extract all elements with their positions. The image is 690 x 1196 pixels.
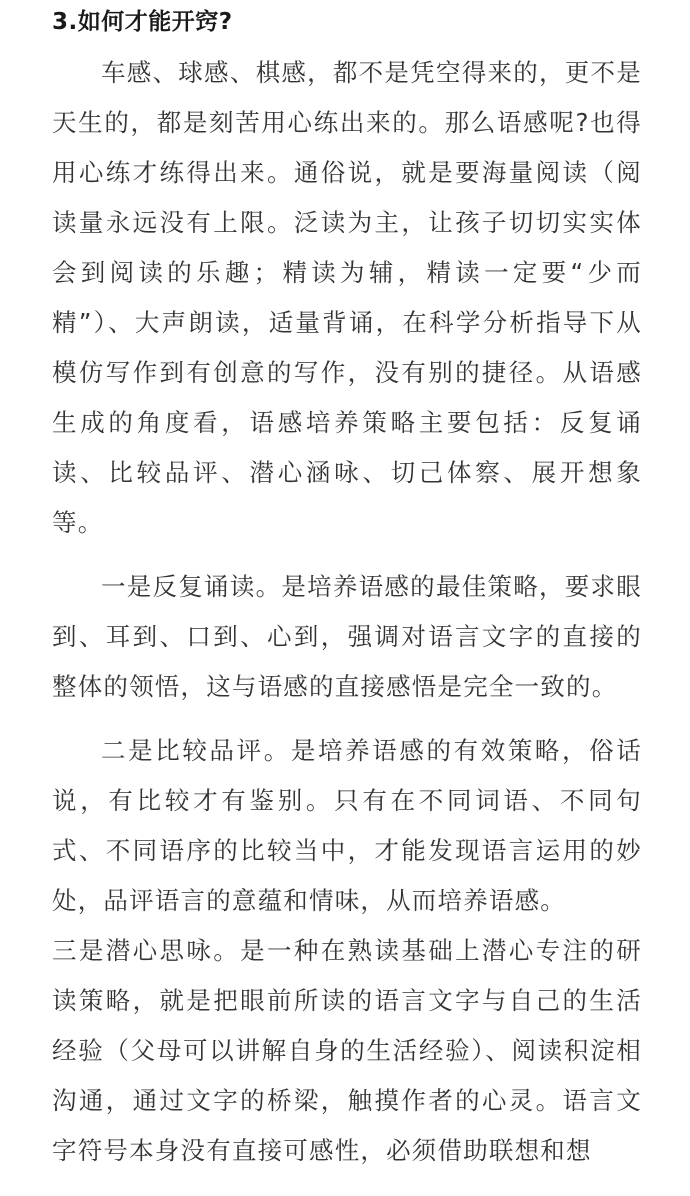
- paragraph-intro: 车感、球感、棋感，都不是凭空得来的，更不是天生的，都是刻苦用心练出来的。那么语感呢?也得用心练才练得出来。通俗说，就是要海量阅读（阅读量永远没有上限。泛读为主，让孩子切切实实体会到阅读的乐趣；精读为辅，精读一定要“少而精”）、大声朗读，适量背诵，在科学分析指导下从模仿写作到有创意的写作，没有别的捷径。从语感生成的角度看，语感培养策略主要包括：反复诵读、比较品评、潜心涵咏、切己体察、展开想象等。: [52, 58, 642, 537]
- section-heading: 3.如何才能开窍?: [52, 9, 233, 35]
- paragraph-deep-reading: 三是潜心思咏。是一种在熟读基础上潜心专注的研读策略，就是把眼前所读的语言文字与自己的生活经验（父母可以讲解自身的生活经验）、阅读积淀相沟通，通过文字的桥梁，触摸作者的心灵。语言文字符号本身没有直接可感性，必须借助联想和想: [52, 936, 642, 1165]
- article-body: [52, 0, 642, 1176]
- paragraph-comparison: 二是比较品评。是培养语感的有效策略，俗话说，有比较才有鉴别。只有在不同词语、不同句式、不同语序的比较当中，才能发现语言运用的妙处，品评语言的意蕴和情味，从而培养语感。: [52, 736, 642, 915]
- paragraph-repeated-reading: 一是反复诵读。是培养语感的最佳策略，要求眼到、耳到、口到、心到，强调对语言文字的直接的整体的领悟，这与语感的直接感悟是完全一致的。: [52, 572, 642, 701]
